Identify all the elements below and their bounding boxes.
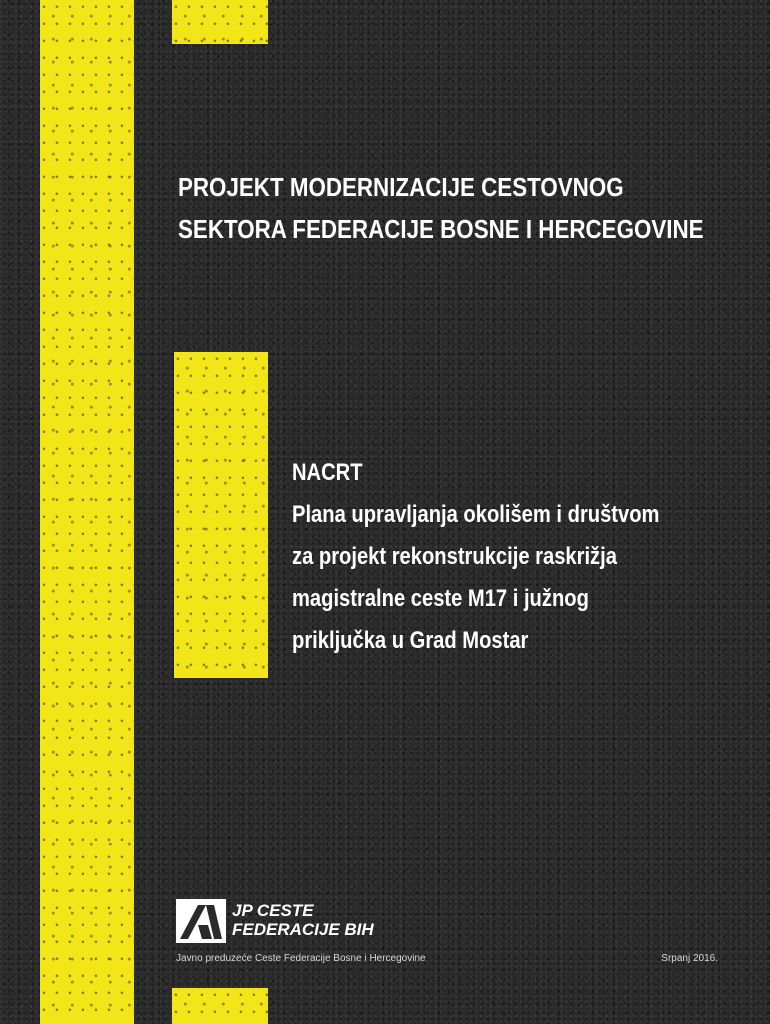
document-title-line: magistralne ceste M17 i južnog — [292, 585, 589, 612]
project-title-line: PROJEKT MODERNIZACIJE CESTOVNOG — [178, 172, 624, 202]
road-line-dash-middle — [174, 352, 268, 678]
organization-full-name: Javno preduzeće Ceste Federacije Bosne i Hercegovine — [176, 953, 426, 964]
organization-name-line: FEDERACIJE BIH — [232, 920, 374, 939]
road-line-dash-top — [172, 0, 268, 44]
document-title-line: priključka u Grad Mostar — [292, 627, 529, 654]
road-line-dash-bottom — [172, 988, 268, 1024]
organization-short-name — [232, 901, 374, 939]
road-line-solid — [40, 0, 134, 1024]
document-title — [292, 452, 687, 662]
document-date: Srpanj 2016. — [661, 953, 718, 964]
draft-label: NACRT — [292, 459, 363, 486]
document-title-line: za projekt rekonstrukcije raskrižja — [292, 543, 617, 570]
project-title — [178, 166, 704, 250]
organization-name-line: JP CESTE — [232, 901, 314, 920]
project-title-line: SEKTORA FEDERACIJE BOSNE I HERCEGOVINE — [178, 214, 704, 244]
document-title-line: Plana upravljanja okolišem i društvom — [292, 501, 660, 528]
jp-ceste-logo-icon — [176, 899, 226, 943]
